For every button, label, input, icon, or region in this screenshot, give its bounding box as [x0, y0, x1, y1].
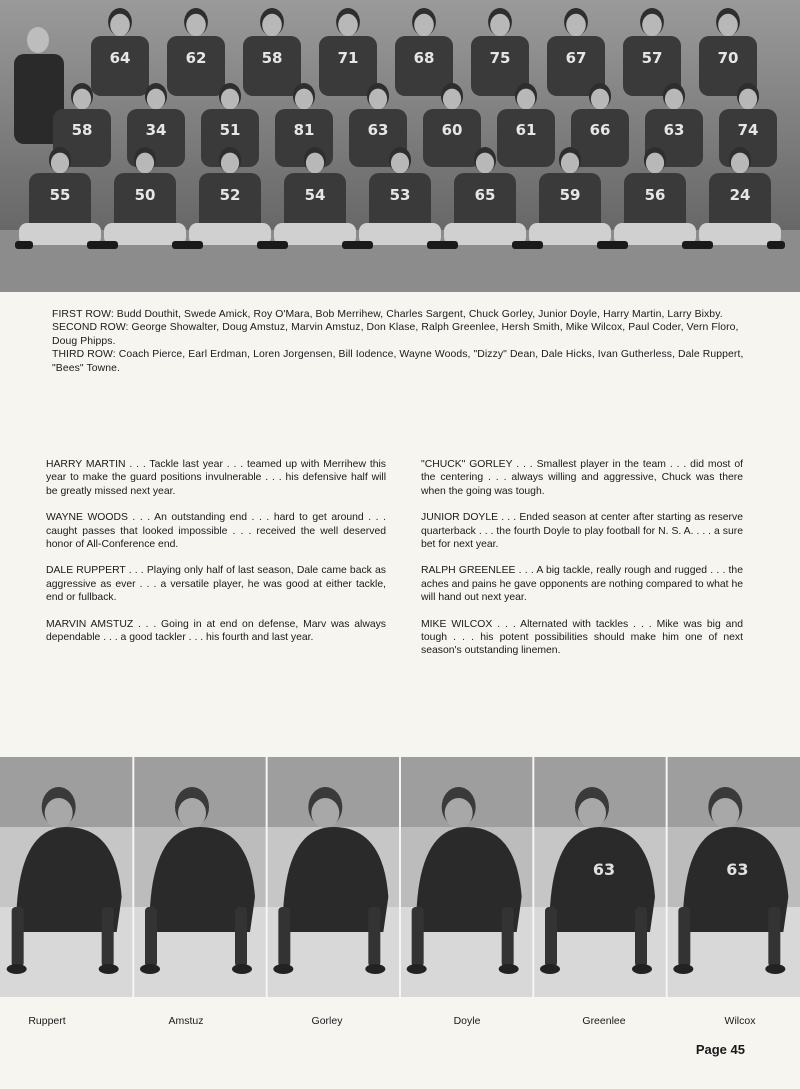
- jersey-number: 50: [134, 186, 156, 204]
- jersey-number: 34: [145, 121, 167, 140]
- player-description: MIKE WILCOX . . . Alternated with tackles . . . Mike was big and tough . . . his potent possibilities should make him one of next season's outstanding linemen.: [421, 618, 743, 657]
- jersey-number: 51: [219, 121, 241, 140]
- team-photo-illustration: [0, 0, 800, 292]
- player-name-wilcox: Wilcox: [724, 1015, 756, 1027]
- jersey-number: 59: [559, 186, 581, 204]
- player-portrait: [0, 757, 133, 997]
- jersey-number: 66: [589, 121, 611, 140]
- player-portrait: [667, 757, 800, 997]
- player-photo-strip: [0, 757, 800, 997]
- jersey-number: 63: [726, 860, 749, 879]
- team-photo-caption: [52, 308, 752, 375]
- jersey-number: 74: [737, 121, 759, 140]
- jersey-number: 60: [441, 121, 463, 140]
- page-number: Page 45: [695, 1042, 745, 1057]
- player-description: DALE RUPPERT . . . Playing only half of last season, Dale came back as aggressive as ever . . . a versatile player, he was good at either tackle, end or fullback.: [46, 565, 386, 604]
- player-name-gorley: Gorley: [311, 1015, 343, 1027]
- jersey-number: 81: [293, 121, 315, 140]
- jersey-number: 58: [261, 49, 283, 67]
- jersey-number: 53: [389, 186, 411, 204]
- caption-first-row: FIRST ROW: Budd Douthit, Swede Amick, Roy O'Mara, Bob Merrihew, Charles Sargent, Chuck Gorley, Junior Doyle, Harry Martin, Larry Bixby.: [52, 309, 723, 320]
- player-name-greenlee: Greenlee: [582, 1015, 626, 1027]
- jersey-number: 63: [663, 121, 685, 140]
- jersey-number: 75: [489, 49, 511, 67]
- player-portrait: [133, 757, 266, 997]
- jersey-number: 55: [49, 186, 71, 204]
- player-portrait: [267, 757, 400, 997]
- jersey-number: 56: [644, 186, 666, 204]
- jersey-number: 52: [219, 186, 241, 204]
- player-description: HARRY MARTIN . . . Tackle last year . . . teamed up with Merrihew this year to make the guard positions invulnerable . . . his defensive half will be greatly missed next year.: [46, 459, 386, 497]
- player-description: WAYNE WOODS . . . An outstanding end . . . hard to get around . . . caught passes that looked impossible . . . received the well deserved honor of All-Conference end.: [46, 512, 386, 551]
- jersey-number: 24: [729, 186, 751, 204]
- caption-second-row: SECOND ROW: George Showalter, Doug Amstuz, Marvin Amstuz, Don Klase, Ralph Greenlee, Hersh Smith, Mike Wilcox, Paul Coder, Vern Floro, Doug Phipps.: [52, 322, 739, 347]
- player-descriptions-left: [46, 458, 386, 657]
- player-name-amstuz: Amstuz: [168, 1015, 204, 1027]
- jersey-number: 61: [515, 121, 537, 140]
- team-photo: [0, 0, 800, 292]
- jersey-number: 71: [337, 49, 359, 67]
- jersey-number: 64: [109, 49, 131, 67]
- jersey-number: 65: [474, 186, 496, 204]
- jersey-number: 54: [304, 186, 326, 204]
- jersey-number: 63: [367, 121, 389, 140]
- player-name-doyle: Doyle: [453, 1015, 481, 1027]
- jersey-number: 70: [717, 49, 739, 67]
- jersey-number: 62: [185, 49, 207, 67]
- player-portrait: [400, 757, 533, 997]
- player-descriptions-right: [421, 458, 743, 671]
- player-name-labels: [0, 1015, 800, 1029]
- player-description: MARVIN AMSTUZ . . . Going in at end on defense, Marv was always dependable . . . a good tackler . . . his fourth and last year.: [46, 618, 386, 644]
- jersey-number: 67: [565, 49, 587, 67]
- player-description: "CHUCK" GORLEY . . . Smallest player in the team . . . did most of the centering . . . always willing and aggressive, Chuck was there when the going was tough.: [421, 459, 743, 497]
- player-name-ruppert: Ruppert: [28, 1015, 66, 1027]
- jersey-number: 58: [71, 121, 93, 140]
- player-portrait: [533, 757, 666, 997]
- jersey-number: 68: [413, 49, 435, 67]
- caption-third-row: THIRD ROW: Coach Pierce, Earl Erdman, Loren Jorgensen, Bill Iodence, Wayne Woods, "Dizzy" Dean, Dale Hicks, Ivan Gutherless, Dale Ruppert, "Bees" Towne.: [52, 349, 744, 374]
- jersey-number: 63: [592, 860, 616, 879]
- player-description: JUNIOR DOYLE . . . Ended season at center after starting as reserve quarterback . . . the fourth Doyle to play football for N. S. A. . . . a sure bet for next year.: [421, 512, 743, 551]
- jersey-number: 57: [641, 49, 663, 67]
- player-photo-strip-illustration: [0, 757, 800, 997]
- player-description: RALPH GREENLEE . . . A big tackle, really rough and rugged . . . the aches and pains he gave opponents are nothing compared to what he will hand out next year.: [421, 565, 743, 604]
